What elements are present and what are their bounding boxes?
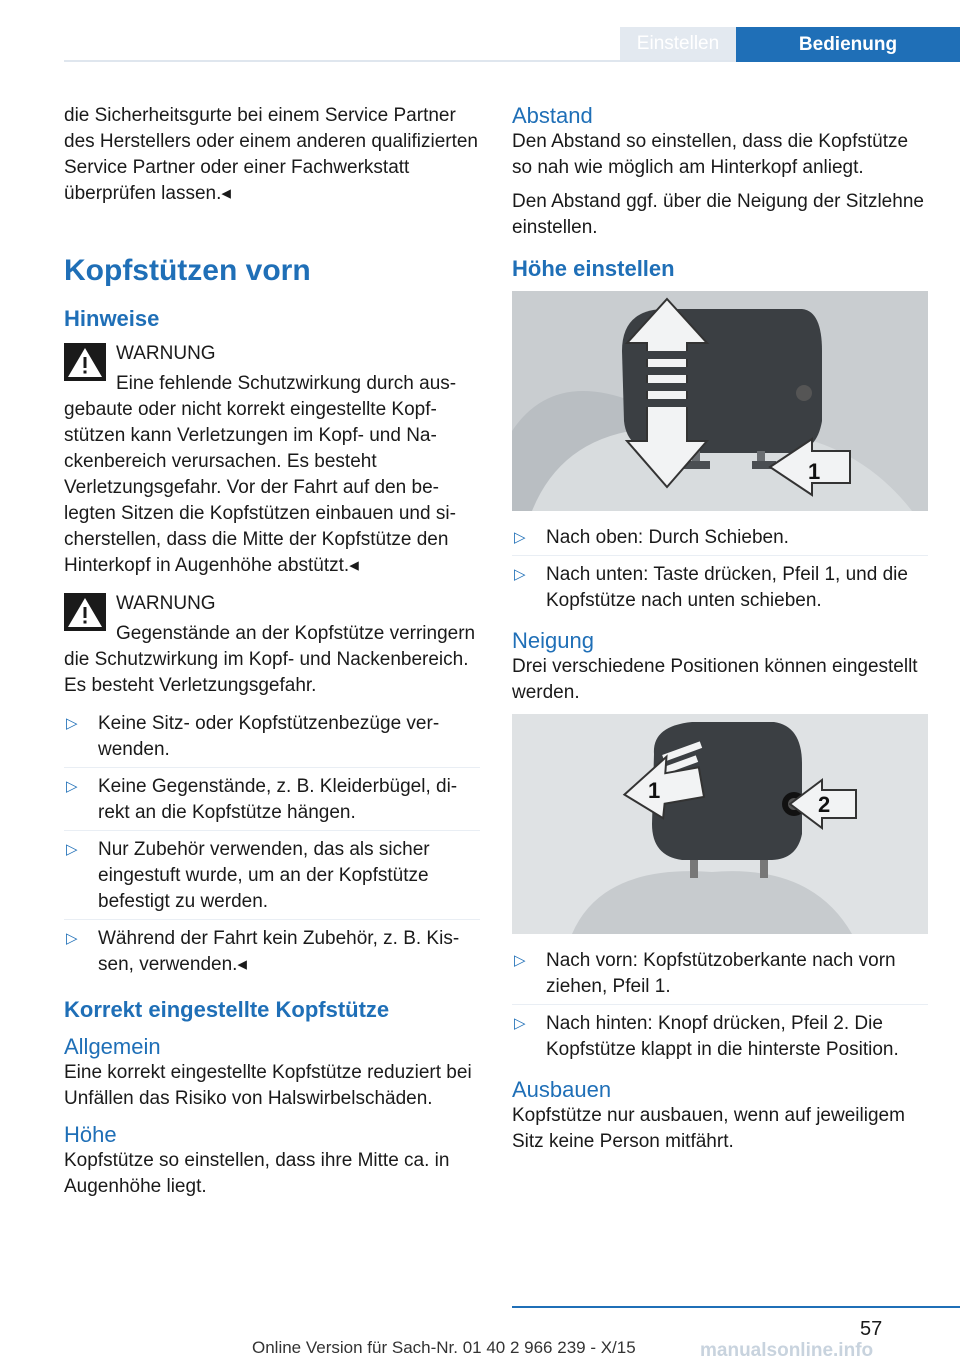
ausbauen-heading: Ausbauen bbox=[512, 1077, 612, 1102]
list-item: ▷ Nur Zubehör verwenden, das als sicher eingestuft wurde, um an der Kopfstütze befestigt zu werden. bbox=[64, 837, 480, 920]
hoehe-einstellen-heading: Höhe einstellen bbox=[512, 256, 675, 281]
hoehe-bullet-list bbox=[512, 525, 928, 618]
ausbauen-text: Kopfstütze nur ausbauen, wenn auf jeweiligem Sitz keine Person mitfährt. bbox=[512, 1105, 905, 1152]
warning-label-2: WARNUNG bbox=[116, 593, 216, 614]
triangle-bullet-icon: ▷ bbox=[514, 952, 526, 969]
abstand-text-1: Den Abstand so einstellen, dass die Kopfstütze so nah wie möglich am Hinterkopf anliegt. bbox=[512, 131, 909, 178]
neigung-text: Drei verschiedene Positionen können eingestellt werden. bbox=[512, 656, 918, 703]
warning-text-1: Eine fehlende Schutzwirkung durch ausgebaute oder nicht korrekt eingestellte Kopfstützen kann Verletzungen im Kopf- und Nackenbereich verursachen. Es besteht Verletzungsgefahr. Vor der Fahrt auf den belegten Sitzen die Kopfstützen einbauen und sicherstellen, dass die Mitte der Kopfstütze den Hinterkopf in Augenhöhe abstützt.◂ bbox=[64, 373, 457, 576]
triangle-bullet-icon: ▷ bbox=[514, 529, 526, 546]
headrest-tilt-figure bbox=[512, 714, 928, 934]
figure-label-1: 1 bbox=[648, 778, 661, 803]
tab-bedienung[interactable]: Bedienung bbox=[736, 27, 960, 62]
triangle-bullet-icon: ▷ bbox=[66, 930, 78, 947]
allgemein-text: Eine korrekt eingestellte Kopfstütze reduziert bei Unfällen das Risiko von Halswirbelschäden. bbox=[64, 1062, 472, 1109]
triangle-bullet-icon: ▷ bbox=[66, 778, 78, 795]
korrekt-heading: Korrekt eingestellte Kopfstütze bbox=[64, 997, 390, 1022]
abstand-heading: Abstand bbox=[512, 103, 593, 128]
warning-triangle-icon bbox=[64, 343, 106, 381]
page-title: Kopfstützen vorn bbox=[64, 254, 311, 287]
page-number: 57 bbox=[860, 1318, 883, 1340]
abstand-text-2: Den Abstand ggf. über die Neigung der Sitzlehne einstellen. bbox=[512, 191, 924, 238]
neigung-bullet-list bbox=[512, 948, 928, 1067]
list-item: ▷ Keine Gegenstände, z. B. Kleiderbügel, direkt an die Kopfstütze hängen. bbox=[64, 774, 480, 831]
warning-triangle-icon bbox=[64, 593, 106, 631]
triangle-bullet-icon: ▷ bbox=[514, 566, 526, 583]
tab-einstellen[interactable]: Einstellen bbox=[620, 27, 736, 60]
right-column bbox=[512, 103, 928, 1163]
list-item: ▷ Nach unten: Taste drücken, Pfeil 1, und die Kopfstütze nach unten schieben. bbox=[514, 564, 908, 611]
figure-label-1: 1 bbox=[808, 459, 821, 484]
list-item: ▷ Keine Sitz- oder Kopfstützenbezüge verwenden. bbox=[64, 711, 480, 768]
list-item: ▷ Nach vorn: Kopfstützoberkante nach vorn ziehen, Pfeil 1. bbox=[512, 948, 928, 1005]
hinweise-heading: Hinweise bbox=[64, 306, 160, 331]
hoehe-heading: Höhe bbox=[64, 1122, 117, 1147]
headrest-height-figure bbox=[512, 291, 928, 511]
footer-version-text: Online Version für Sach-Nr. 01 40 2 966 239 - X/15 bbox=[252, 1338, 636, 1357]
list-item: ▷ Nach hinten: Knopf drücken, Pfeil 2. Die Kopfstütze klappt in die hinterste Position. bbox=[514, 1013, 899, 1060]
neigung-heading: Neigung bbox=[512, 628, 594, 653]
warning-bullet-list bbox=[64, 711, 480, 982]
warning-text-2: Gegenstände an der Kopfstütze verringern die Schutzwirkung im Kopf- und Nackenbereich. Es besteht Verletzungsgefahr. bbox=[64, 623, 476, 696]
intro-paragraph: die Sicherheitsgurte bei einem Service Partner des Herstellers oder einem anderen qualifizierten Service Partner oder einer Fachwerkstatt überprüfen lassen.◂ bbox=[64, 105, 479, 204]
figure-label-2: 2 bbox=[818, 792, 831, 817]
left-column bbox=[64, 103, 480, 1208]
allgemein-heading: Allgemein bbox=[64, 1034, 161, 1059]
footer-divider bbox=[512, 1306, 960, 1308]
list-item: ▷ Nach oben: Durch Schieben. bbox=[512, 525, 928, 556]
triangle-bullet-icon: ▷ bbox=[66, 841, 78, 858]
warning-block-2 bbox=[64, 591, 480, 699]
list-item: ▷ Während der Fahrt kein Zubehör, z. B. Kissen, verwenden.◂ bbox=[66, 928, 460, 975]
warning-label-1: WARNUNG bbox=[116, 343, 216, 364]
triangle-bullet-icon: ▷ bbox=[514, 1015, 526, 1032]
warning-block-1 bbox=[64, 341, 480, 579]
watermark: manualsonline.info bbox=[700, 1340, 874, 1361]
hoehe-text: Kopfstütze so einstellen, dass ihre Mitte ca. in Augenhöhe liegt. bbox=[64, 1150, 450, 1197]
triangle-bullet-icon: ▷ bbox=[66, 715, 78, 732]
